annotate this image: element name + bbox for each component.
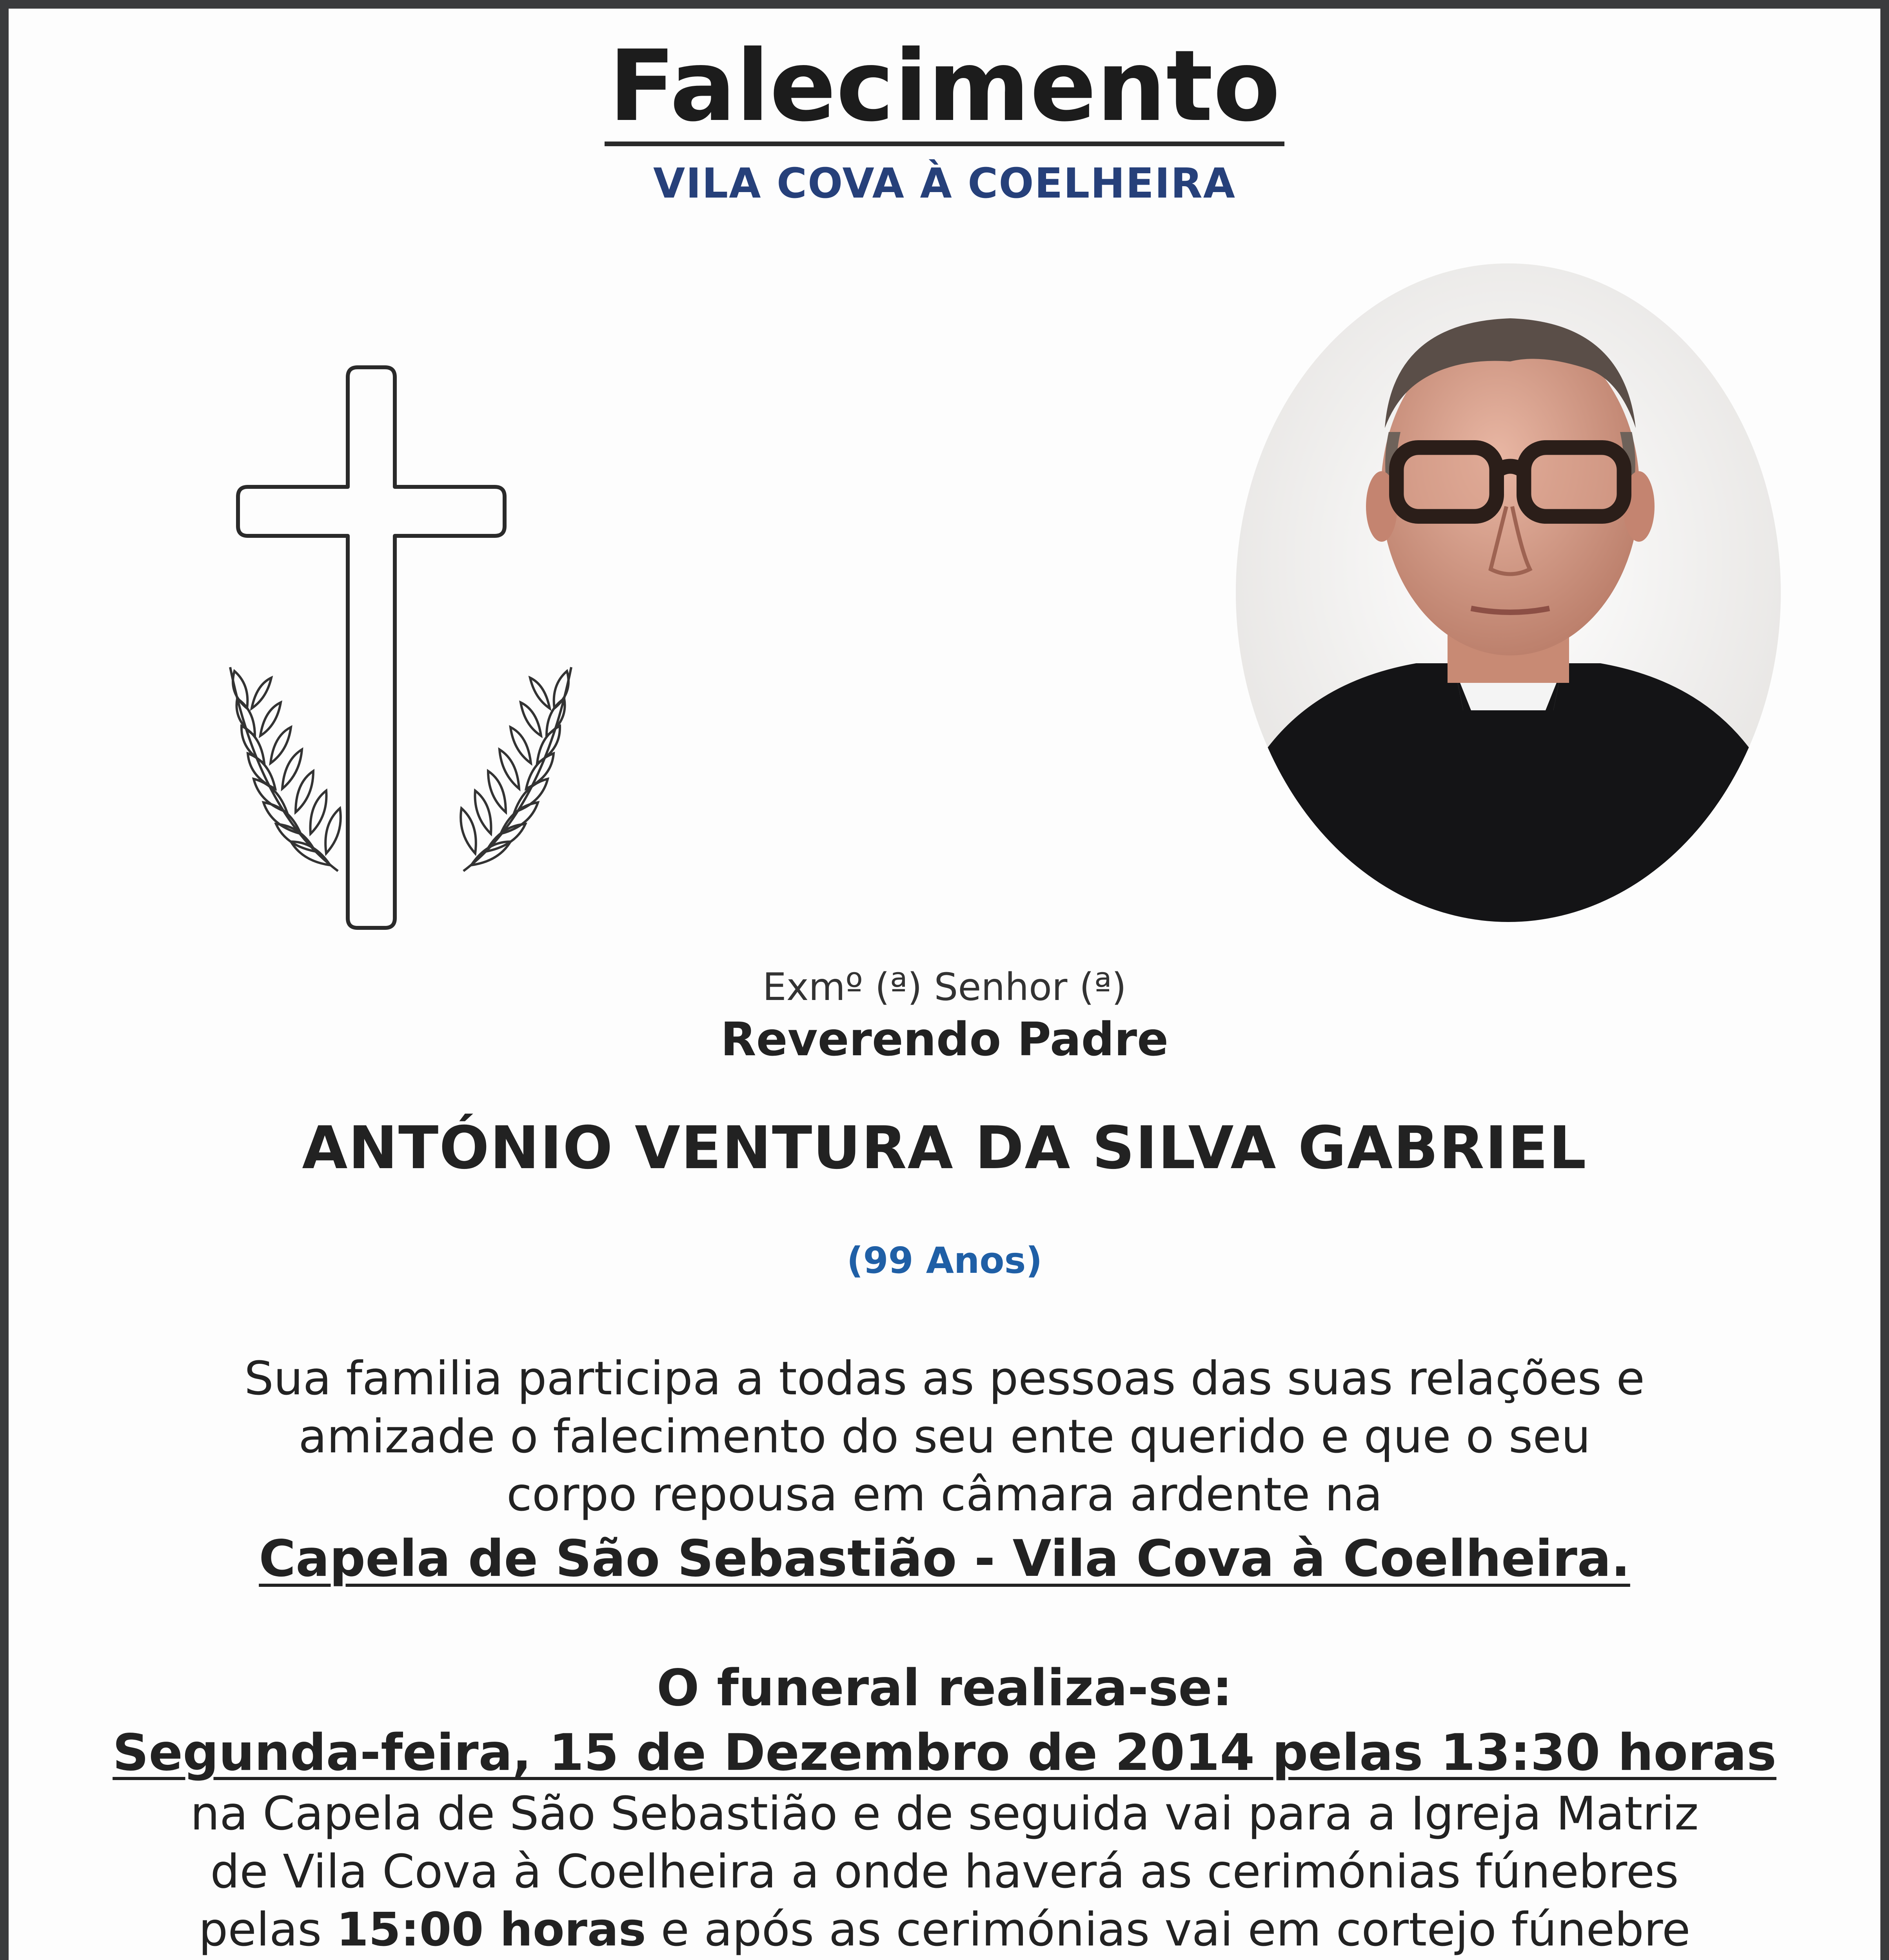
intro-line: amizade o falecimento do seu ente querido e que o seu [298,1409,1591,1463]
details-line [9,1900,1880,1958]
location-subtitle: VILA COVA À COELHEIRA [653,160,1236,207]
obituary-page [9,9,1880,1960]
ceremony-time: 15:00 horas [336,1902,646,1956]
details-line: na Capela de São Sebastião e de seguida vai para a Igreja Matriz [190,1786,1699,1840]
laurel-left-icon [230,667,341,871]
funeral-datetime-text: Segunda-feira, 15 de Dezembro de 2014 pelas 13:30 horas [113,1724,1776,1782]
laurel-right-icon [461,667,571,871]
chapel-location-text: Capela de São Sebastião - Vila Cova à Coelheira. [259,1530,1630,1588]
salutation: Exmº (ª) Senhor (ª) [763,965,1126,1009]
intro-line: Sua familia participa a todas as pessoas das suas relações e [244,1351,1645,1405]
details-text: pelas [198,1902,337,1956]
portrait-photo [1236,263,1781,922]
deceased-name: ANTÓNIO VENTURA DA SILVA GABRIEL [302,1114,1587,1182]
details-line [9,1958,1880,1960]
page-title-text: Falecimento [605,32,1284,146]
page-title [9,29,1880,146]
funeral-heading: O funeral realiza-se: [656,1659,1233,1717]
intro-line: corpo repousa em câmara ardente na [506,1467,1383,1521]
details-text: e após as cerimónias vai em cortejo fúnebre [646,1902,1691,1956]
funeral-datetime [9,1724,1880,1782]
chapel-location [9,1530,1880,1588]
intro-paragraph [9,1349,1880,1523]
funeral-details [9,1784,1880,1960]
honorific-title: Reverendo Padre [720,1012,1169,1066]
deceased-age: (99 Anos) [846,1240,1043,1281]
cross-icon [213,361,589,934]
details-line: de Vila Cova à Coelheira a onde haverá as cerimónias fúnebres [210,1844,1679,1898]
